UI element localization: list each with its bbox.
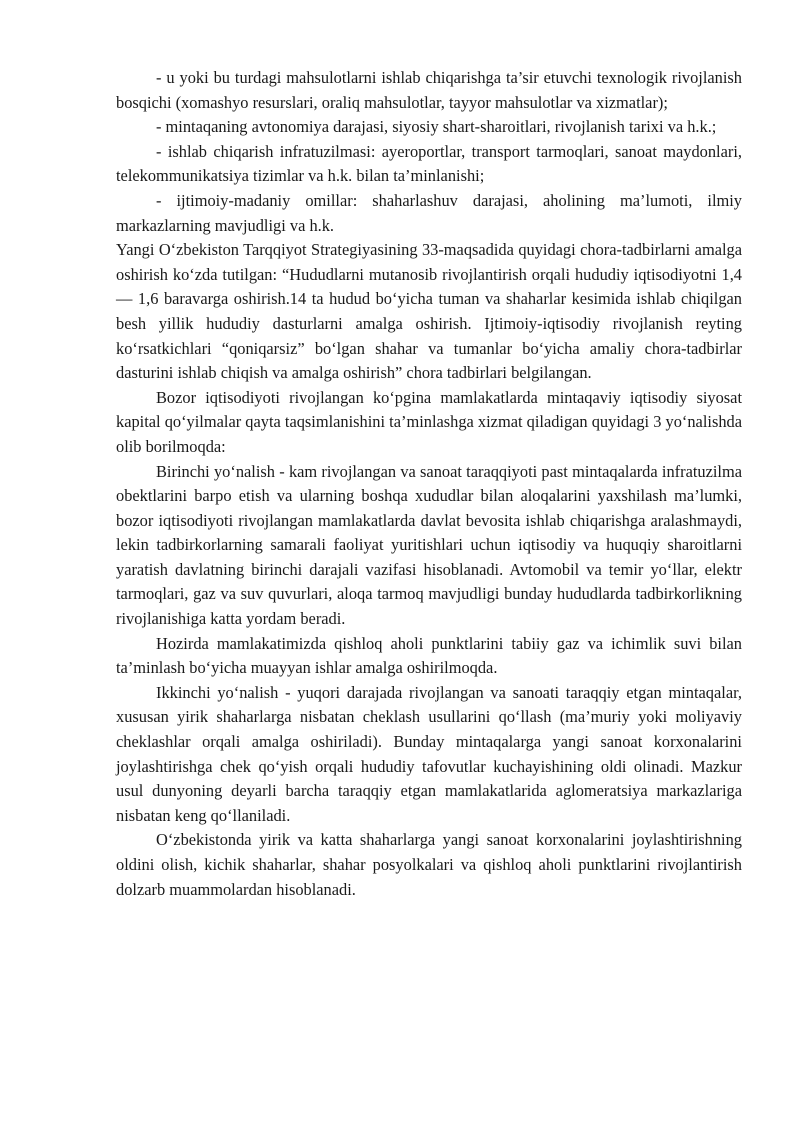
paragraph-bullet-technology: - u yoki bu turdagi mahsulotlarni ishlab chiqarishga ta’sir etuvchi texnologik rivojlanish bosqichi (xomashyo resurslari, oraliq mahsulotlar, tayyor mahsulotlar va xizmatlar); xyxy=(116,68,742,112)
paragraph-bullet-infrastructure: - ishlab chiqarish infratuzilmasi: ayeroportlar, transport tarmoqlari, sanoat maydonlari, telekommunikatsiya tizimlar va h.k. bilan ta’minlanishi; xyxy=(116,141,742,186)
paragraph-current-work: Hozirda mamlakatimizda qishloq aholi punktlarini tabiiy gaz va ichimlik suvi bilan ta’minlash bo‘yicha muayyan ishlar amalga oshirilmoqda. xyxy=(116,633,742,678)
paragraph-strategy: Yangi O‘zbekiston Tarqqiyot Strategiyasining 33-maqsadida quyidagi chora-tadbirlarni amalga oshirish ko‘zda tutilgan: “Hududlarni mutanosib rivojlantirish orqali hududiy iqtisodiyotni 1,4 — 1,6 baravarga oshirish.14 ta hudud bo‘yicha tuman va shaharlar kesimida ishlab chiqilgan besh yillik hududiy dasturlarni amalga oshirish. Ijtimoiy-iqtisodiy rivojlanish reyting ko‘rsatkichlari “qoniqarsiz” bo‘lgan shahar va tumanlar bo‘yicha amaliy chora-tadbirlar dasturini ishlab chiqish va amalga oshirish” chora tadbirlari belgilangan. xyxy=(116,240,742,383)
paragraph-uzbekistan-cities: O‘zbekistonda yirik va katta shaharlarga yangi sanoat korxonalarini joylashtirishning oldini olish, kichik shaharlar, shahar posyolkalari va qishloq aholi punktlarini rivojlantirish dolzarb muammolardan hisoblanadi. xyxy=(116,830,742,899)
paragraph-bullet-autonomy: - mintaqaning avtonomiya darajasi, siyosiy shart-sharoitlari, rivojlanish tarixi va h.k.; xyxy=(156,117,717,137)
document-page xyxy=(116,66,742,902)
paragraph-first-direction: Birinchi yo‘nalish - kam rivojlangan va sanoat taraqqiyoti past mintaqalarda infratuzilma obektlarini barpo etish va ularning boshqa xududlar bilan aloqalarini yaxshilash ma’lumki, bozor iqtisodiyoti rivojlangan mamlakatlarda davlat bevosita ishlab chiqarishga aralashmaydi, lekin tadbirkorlarning samarali faoliyat yuritishlari uchun iqtisodiy va huquqiy sharoitlarni yaratish davlatning birinchi darajali vazifasi hisoblanadi. Avtomobil va temir yo‘llar, elektr tarmoqlari, gaz va suv quvurlari, aloqa tarmoq mavjudligi bunday hududlarda tadbirkorlikning rivojlanishiga katta yordam beradi. xyxy=(116,461,742,629)
paragraph-bullet-sociocultural: - ijtimoiy-madaniy omillar: shaharlashuv darajasi, aholining ma’lumoti, ilmiy markazlarning mavjudligi va h.k. xyxy=(116,190,742,235)
paragraph-market-economy: Bozor iqtisodiyoti rivojlangan ko‘pgina mamlakatlarda mintaqaviy iqtisodiy siyosat kapital qo‘yilmalar qayta taqsimlanishini ta’minlashga xizmat qiladigan quyidagi 3 yo‘nalishda olib borilmoqda: xyxy=(116,387,742,456)
paragraph-second-direction: Ikkinchi yo‘nalish - yuqori darajada rivojlangan va sanoati taraqqiy etgan mintaqalar, xususan yirik shaharlarga nisbatan cheklash usullarini qo‘llash (ma’muriy yoki moliyaviy cheklashlar orqali amalga oshiriladi). Bunday mintaqalarga yangi sanoat korxonalarini joylashtirishga chek qo‘yish orqali hududiy tafovutlar kuchayishining oldi olinadi. Mazkur usul dunyoning deyarli barcha taraqqiy etgan mamlakatlarida aglomeratsiya markazlariga nisbatan keng qo‘llaniladi. xyxy=(116,682,742,825)
